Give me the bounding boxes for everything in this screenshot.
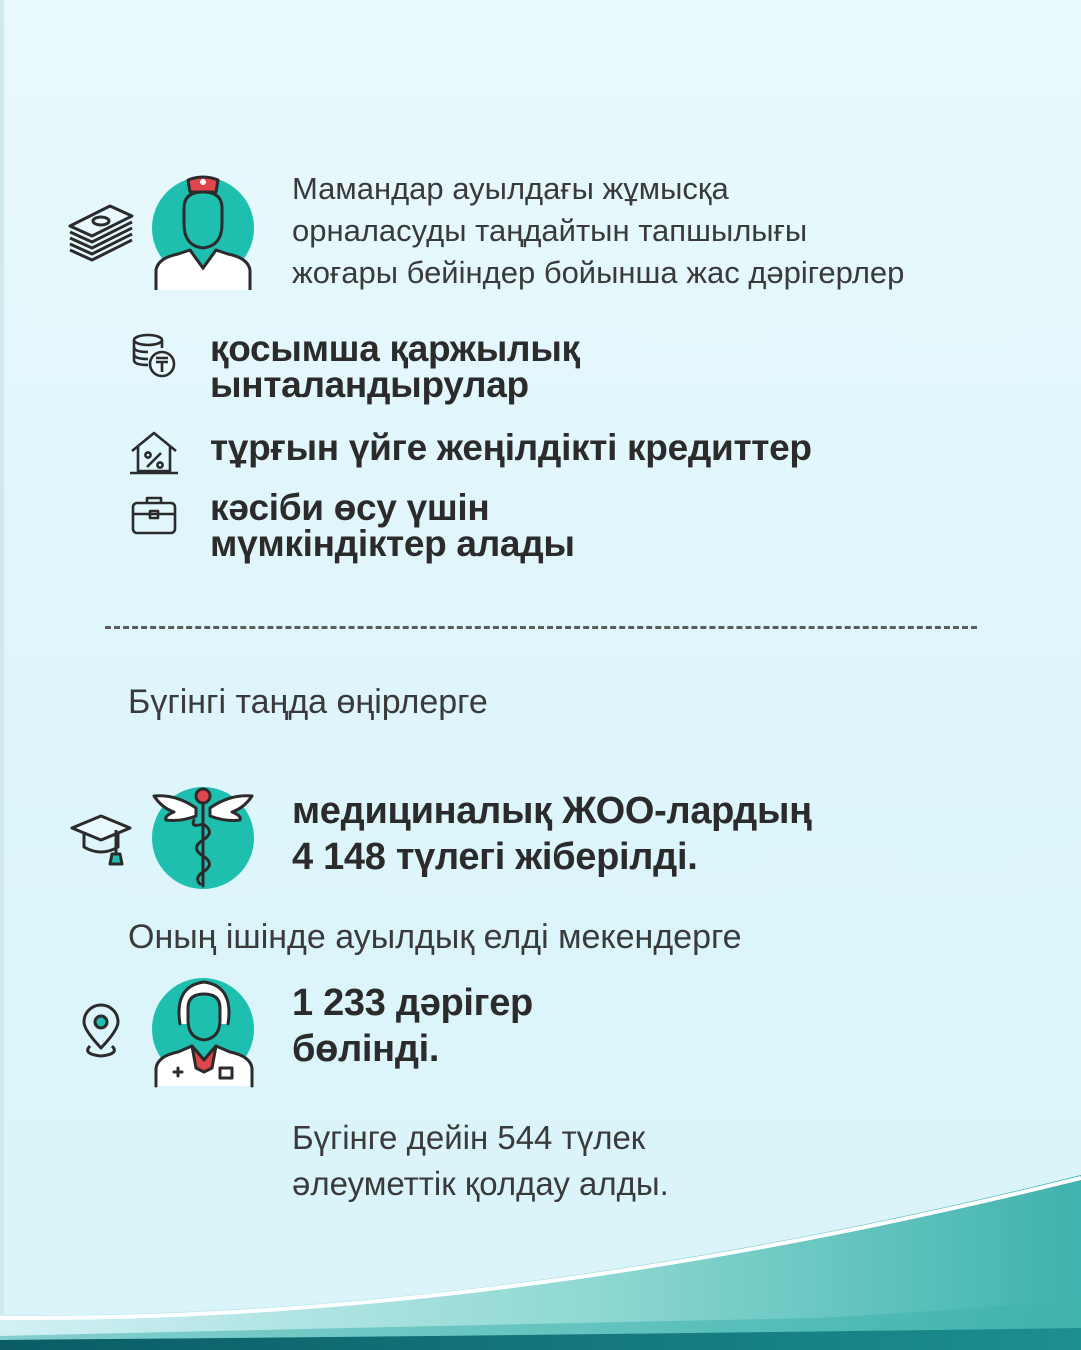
benefit-line: кәсіби өсу үшін	[210, 487, 490, 528]
caduceus-icon	[150, 782, 256, 894]
benefit-financial-incentives	[210, 328, 580, 405]
money-stack-icon	[66, 200, 136, 264]
location-pin-icon	[78, 1002, 124, 1060]
benefit-housing-credits	[210, 427, 812, 468]
intro-paragraph	[292, 168, 1032, 294]
benefit-line: қосымша қаржылық	[210, 328, 580, 369]
house-percent-icon	[128, 427, 182, 481]
stat-line: медициналық ЖОО-лардың	[292, 790, 812, 832]
benefit-line: ынталандырулар	[210, 364, 529, 405]
support-line: Бүгінге дейін 544 түлек	[292, 1119, 646, 1156]
female-doctor-icon	[150, 972, 258, 1090]
dashed-divider	[105, 626, 977, 629]
benefit-professional-growth	[210, 487, 575, 564]
intro-line: Мамандар ауылдағы жұмысқа	[292, 171, 729, 206]
coins-tenge-icon	[128, 331, 182, 385]
benefit-line: мүмкіндіктер алады	[210, 523, 575, 564]
graduation-cap-icon	[68, 808, 134, 870]
support-line: әлеуметтік қолдау алды.	[292, 1165, 669, 1202]
stat-line: бөлінді.	[292, 1028, 440, 1070]
bottom-wave-decoration	[0, 1150, 1081, 1350]
stat-line: 1 233 дәрігер	[292, 982, 533, 1024]
graduates-stat	[292, 788, 812, 880]
rural-label: Оның ішінде ауылдық елді мекендерге	[128, 918, 742, 956]
intro-line: жоғары бейіндер бойынша жас дәрігерлер	[292, 255, 905, 290]
doctors-stat	[292, 980, 533, 1072]
briefcase-icon	[128, 490, 182, 544]
intro-line: орналасуды таңдайтын тапшылығы	[292, 213, 808, 248]
stat-line: 4 148 түлегі жіберілді.	[292, 836, 698, 878]
benefit-line: тұрғын үйге жеңілдікті кредиттер	[210, 427, 812, 468]
today-label: Бүгінгі таңда өңірлерге	[128, 683, 488, 721]
nurse-icon	[150, 172, 256, 294]
